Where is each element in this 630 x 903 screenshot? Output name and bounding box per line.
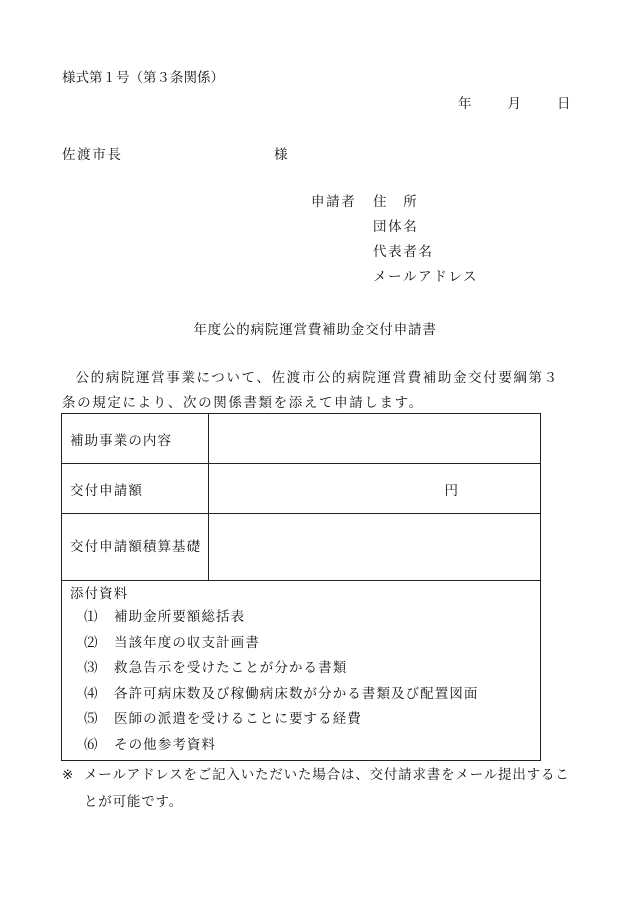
attachment-text: 補助金所要額総括表	[114, 609, 246, 625]
attachment-text: 医師の派遣を受けることに要する経費	[114, 711, 362, 727]
table-row	[62, 514, 541, 581]
document-title: 年度公的病院運営費補助金交付申請書	[193, 322, 437, 338]
date-month: 月	[507, 96, 521, 112]
attachment-number: ⑴	[84, 609, 98, 625]
date-line	[458, 92, 571, 112]
attachment-text: 各許可病床数及び稼働病床数が分かる書類及び配置図面	[114, 685, 479, 702]
attachment-item	[70, 707, 532, 733]
date-day: 日	[557, 96, 571, 112]
row-value-amount-yen: 円	[209, 464, 541, 514]
row-label-project-content: 補助事業の内容	[62, 414, 209, 464]
applicant-row-address	[311, 192, 478, 217]
attachment-item	[70, 656, 532, 682]
attachments-cell	[62, 581, 541, 761]
attachments-row	[62, 581, 541, 761]
applicant-block	[311, 192, 478, 292]
addressee-name: 佐渡市長	[62, 147, 123, 163]
applicant-organization-label: 団体名	[373, 219, 419, 235]
attachment-item	[70, 733, 532, 759]
row-value-amount-basis	[209, 514, 541, 581]
row-label-amount: 交付申請額	[62, 464, 209, 514]
attachment-number: ⑹	[84, 736, 98, 753]
attachment-number: ⑶	[84, 660, 98, 676]
table-row	[62, 414, 541, 464]
applicant-email-label: メールアドレス	[373, 269, 479, 285]
applicant-address-label: 住 所	[373, 194, 419, 210]
addressee-honorific: 様	[274, 147, 290, 163]
attachment-number: ⑷	[84, 685, 98, 702]
attachment-number: ⑵	[84, 634, 98, 651]
attachment-item	[70, 682, 532, 708]
applicant-row-email	[311, 267, 478, 292]
attachment-text: 当該年度の収支計画書	[114, 634, 260, 651]
applicant-label: 申請者	[311, 194, 357, 210]
footnote-text: メールアドレスをご記入いただいた場合は、交付請求書をメール提出することが可能です。	[84, 767, 570, 810]
intro-paragraph: 公的病院運営事業について、佐渡市公的病院運営費補助金交付要綱第３条の規定により、次の関係書類を添えて申請します。	[62, 370, 559, 411]
applicant-row-organization	[311, 217, 478, 242]
table-row	[62, 464, 541, 514]
applicant-row-representative	[311, 242, 478, 267]
attachment-number: ⑸	[84, 711, 98, 727]
application-table	[61, 413, 541, 761]
date-year: 年	[458, 96, 472, 112]
attachment-item	[70, 605, 532, 631]
applicant-representative-label: 代表者名	[373, 244, 434, 260]
attachments-title: 添付資料	[70, 586, 129, 602]
form-number: 様式第１号（第３条関係）	[62, 70, 224, 86]
addressee-line	[62, 143, 290, 163]
attachment-item	[70, 631, 532, 657]
footnote-mark: ※	[62, 767, 75, 783]
row-label-amount-basis: 交付申請額積算基礎	[62, 514, 209, 581]
attachment-text: 救急告示を受けたことが分かる書類	[114, 660, 348, 676]
footnote	[62, 762, 570, 816]
row-value-project-content	[209, 414, 541, 464]
attachment-text: その他参考資料	[114, 736, 217, 753]
